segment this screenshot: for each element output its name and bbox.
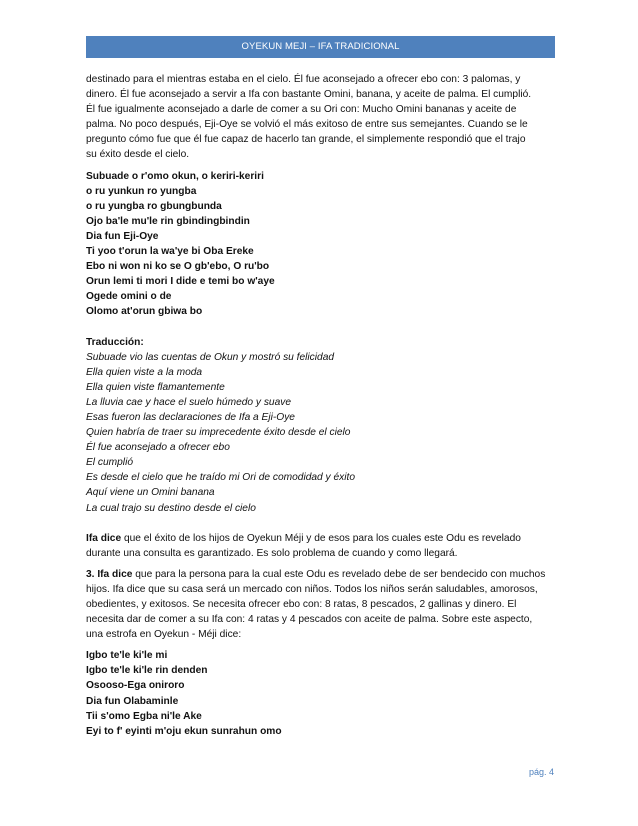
translation-line: Esas fueron las declaraciones de Ifa a Eji-Oye [86, 411, 295, 423]
section-3-label: 3. Ifa dice [86, 568, 133, 580]
text-line: su éxito desde el cielo. [86, 149, 190, 161]
translation-line: Es desde el cielo que he traído mi Ori de comodidad y éxito [86, 472, 355, 484]
page-content [86, 72, 556, 739]
verse-line: Ti yoo t'orun la wa'ye bi Oba Ereke [86, 246, 254, 258]
verse-line: Ebo ni won ni ko se O gb'ebo, O ru'bo [86, 261, 270, 273]
text-line: necesita dar de comer a su Ifa con: 4 ratas y 4 pescados con aceite de palma. Sobre este aspecto, [86, 614, 533, 626]
verse-line: o ru yungba ro gbungbunda [86, 200, 222, 212]
verse-line: Dia fun Olabaminle [86, 695, 179, 707]
verse-yoruba-1 [86, 169, 556, 320]
translation-heading: Traducción: [86, 336, 144, 348]
verse-line: Orun lemi ti mori I dide e temi bo w'aye [86, 276, 275, 288]
text-span: que el éxito de los hijos de Oyekun Méji y de esos para los cuales este Odu es revelado [121, 532, 521, 544]
text-line [86, 531, 556, 546]
verse-line: Eyi to f' eyinti m'oju ekun sunrahun omo [86, 725, 282, 737]
text-line: destinado para el mientras estaba en el cielo. Él fue aconsejado a ofrecer ebo con: 3 palomas, y [86, 74, 521, 85]
text-line: palma. No poco después, Eji-Oye se volvió el más exitoso de entre sus semejantes. Cuando se le [86, 119, 528, 131]
translation-line: Él fue aconsejado a ofrecer ebo [86, 442, 230, 454]
verse-yoruba-2 [86, 648, 556, 739]
text-line: obedientes, y exitosos. Se necesita ofrecer ebo con: 8 ratas, 8 pescados, 2 gallinas y dinero. El [86, 599, 517, 610]
verse-line: Ogede omini o de [86, 291, 172, 303]
text-line: una estrofa en Oyekun - Méji dice: [86, 629, 242, 641]
translation-line: La lluvia cae y hace el suelo húmedo y suave [86, 396, 292, 408]
intro-paragraph [86, 72, 556, 163]
text-line: durante una consulta es garantizado. Es solo problema de cuando y como llegará. [86, 547, 458, 559]
section-3-paragraph [86, 567, 556, 642]
text-line: Él fue igualmente aconsejado a darle de comer a su Ori con: Mucho Omini bananas y aceite de [86, 104, 517, 116]
ifa-dice-paragraph [86, 531, 556, 561]
text-line: dinero. Él fue aconsejado a servir a Ifa con bastante Omini, banana, y aceite de palma. El cumplió. [86, 89, 532, 101]
verse-line: Osooso-Ega oniroro [86, 680, 185, 692]
translation-line: Ella quien viste flamantemente [86, 381, 225, 393]
text-line: pregunto cómo fue que él fue capaz de hacerlo tan grande, el simplemente respondió que el trajo [86, 134, 526, 146]
translation-line: Quien habría de traer su imprecedente éxito desde el cielo [86, 427, 351, 439]
verse-line: Olomo at'orun gbiwa bo [86, 306, 203, 318]
page-number: pág. 4 [528, 767, 554, 777]
verse-line: Tii s'omo Egba ni'le Ake [86, 710, 202, 722]
page-header: OYEKUN MEJI – IFA TRADICIONAL [86, 36, 555, 58]
ifa-dice-label: Ifa dice [86, 532, 122, 544]
translation-line: Ella quien viste a la moda [86, 366, 203, 378]
translation-line: El cumplió [86, 457, 133, 469]
verse-line: Dia fun Eji-Oye [86, 230, 159, 242]
verse-line: Igbo te'le ki'le rin denden [86, 665, 208, 677]
text-line: hijos. Ifa dice que su casa será un mercado con niños. Todos los niños serán saludables, amorosos, [86, 583, 538, 595]
verse-line: Igbo te'le ki'le mi [86, 650, 168, 662]
translation-line: La cual trajo su destino desde el cielo [86, 502, 256, 514]
translation-line: Subuade vio las cuentas de Okun y mostró su felicidad [86, 351, 335, 363]
verse-line: Ojo ba'le mu'le rin gbindingbindin [86, 215, 250, 227]
text-line [86, 567, 556, 582]
verse-line: Subuade o r'omo okun, o keriri-keriri [86, 170, 264, 182]
verse-line: o ru yunkun ro yungba [86, 185, 197, 197]
translation-line: Aquí viene un Omini banana [86, 487, 215, 499]
translation-block [86, 350, 556, 516]
text-span: que para la persona para la cual este Odu es revelado debe de ser bendecido con muchos [132, 568, 546, 580]
